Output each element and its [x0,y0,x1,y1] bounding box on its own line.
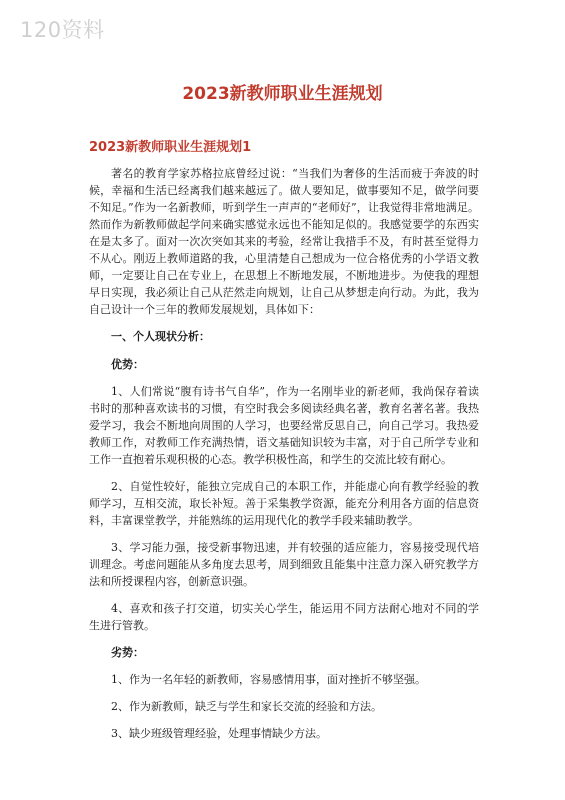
strengths-label: 优势： [111,358,144,371]
strength-item-4: 4、喜欢和孩子打交道，切实关心学生，能运用不同方法耐心地对不同的学生进行管教。 [89,602,479,632]
section-heading: 2023新教师职业生涯规划1 [89,140,252,155]
strength-item-1: 1、人们常说“腹有诗书气自华”，作为一名刚毕业的新老师，我尚保存着读书时的那种喜欢读书的习惯，有空时我会多阅读经典名著，教育名著名著。我热爱学习，我会不断地向周围的人学习，也要经常反思自己，向自己学习。我热爱教师工作，对教师工作充满热情，语文基础知识较为丰富，对于自己所学专业和工作一直抱着乐观积极的心态。教学积极性高，和学生的交流比较有耐心。 [89,385,479,466]
subsection-heading-analysis: 一、个人现状分析： [111,330,210,343]
strength-item-2: 2、自觉性较好，能独立完成自己的本职工作，并能虚心向有教学经验的教师学习，互相交流，取长补短。善于采集教学资源，能充分利用各方面的信息资料，丰富课堂教学，并能熟练的运用现代化的教学手段来辅助教学。 [89,480,479,527]
document-title: 2023新教师职业生涯规划 [182,84,383,104]
weakness-item-1: 1、作为一名年轻的新教师，容易感情用事，面对挫折不够坚强。 [111,673,426,686]
strength-item-3: 3、学习能力强，接受新事物迅速，并有较强的适应能力，容易接受现代培训理念。考虑问题能从多角度去思考，周到细致且能集中注意力深入研究教学方法和所授课程内容，创新意识强。 [89,541,479,588]
intro-paragraph: 著名的教育学家苏格拉底曾经过说：“当我们为奢侈的生活而疲于奔波的时候，幸福和生活已经离我们越来越远了。做人要知足，做事要知不足，做学问要不知足。”作为一名新教师，听到学生一声声的“老师好”，让我觉得非常地满足。然而作为新教师做起学问来确实感觉永远也不能知足似的。我感觉要学的东西实在是太多了。面对一次次突如其来的考验，经常让我措手不及，有时甚至觉得力不从心。刚迈上教师道路的我，心里清楚自己想成为一位合格优秀的小学语文教师，一定要让自己在专业上，在思想上不断地发展，不断地进步。为使我的理想早日实现，我必须让自己从茫然走向规划，让自己从梦想走向行动。为此，我为自己设计一个三年的教师发展规划，具体如下： [89,167,479,316]
watermark: 120资料 [20,18,105,42]
weakness-item-3: 3、缺少班级管理经验，处理事情缺少方法。 [111,727,327,740]
weaknesses-label: 劣势： [111,646,144,659]
document-body [89,165,479,752]
weakness-item-2: 2、作为新教师，缺乏与学生和家长交流的经验和方法。 [111,700,382,713]
